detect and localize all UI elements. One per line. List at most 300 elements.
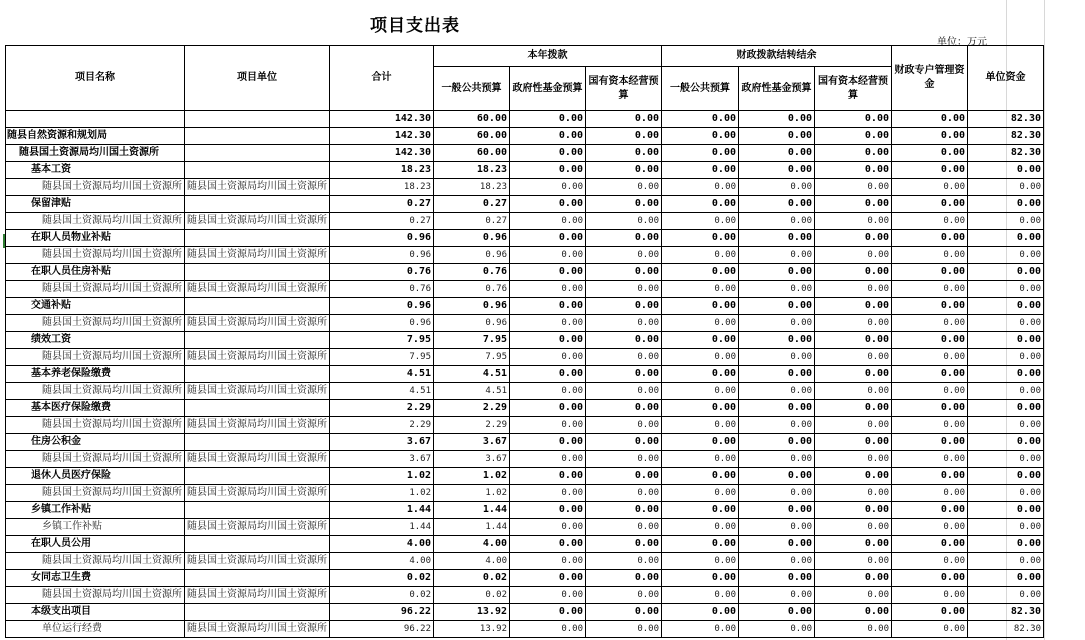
cell-amount[interactable]: 0.00 (586, 383, 662, 400)
cell-amount[interactable]: 0.00 (662, 213, 739, 230)
cell-amount[interactable]: 142.30 (330, 111, 434, 128)
cell-amount[interactable]: 3.67 (330, 434, 434, 451)
cell-amount[interactable]: 0.00 (892, 247, 968, 264)
cell-amount[interactable]: 0.00 (892, 145, 968, 162)
cell-amount[interactable]: 0.00 (815, 553, 892, 570)
cell-amount[interactable]: 0.00 (662, 485, 739, 502)
cell-amount[interactable]: 0.00 (815, 111, 892, 128)
cell-amount[interactable]: 4.00 (434, 553, 510, 570)
category-row[interactable] (6, 264, 1044, 281)
cell-project-name[interactable]: 随县国土资源局均川国土资源所 (6, 179, 185, 196)
cell-amount[interactable]: 0.00 (892, 502, 968, 519)
cell-project-name[interactable]: 绩效工资 (6, 332, 185, 349)
detail-row[interactable] (6, 485, 1044, 502)
cell-project-name[interactable]: 在职人员物业补贴 (6, 230, 185, 247)
cell-amount[interactable]: 0.00 (586, 400, 662, 417)
cell-amount[interactable]: 0.00 (815, 281, 892, 298)
cell-amount[interactable]: 0.00 (739, 383, 815, 400)
cell-amount[interactable]: 0.00 (739, 264, 815, 281)
cell-amount[interactable]: 3.67 (434, 434, 510, 451)
cell-amount[interactable]: 0.02 (330, 570, 434, 587)
cell-amount[interactable]: 0.00 (968, 315, 1044, 332)
cell-amount[interactable]: 3.67 (434, 451, 510, 468)
cell-amount[interactable]: 4.51 (330, 366, 434, 383)
cell-amount[interactable]: 0.00 (892, 451, 968, 468)
cell-amount[interactable]: 0.00 (892, 417, 968, 434)
cell-amount[interactable]: 0.00 (510, 196, 586, 213)
category-row[interactable] (6, 128, 1044, 145)
category-row[interactable] (6, 111, 1044, 128)
cell-amount[interactable]: 0.00 (510, 502, 586, 519)
cell-amount[interactable]: 0.00 (739, 400, 815, 417)
cell-project-name[interactable] (6, 111, 185, 128)
cell-project-name[interactable]: 随县国土资源局均川国土资源所 (6, 349, 185, 366)
cell-amount[interactable]: 0.00 (510, 128, 586, 145)
cell-amount[interactable]: 0.00 (662, 400, 739, 417)
cell-amount[interactable]: 0.00 (815, 145, 892, 162)
cell-amount[interactable]: 0.00 (968, 519, 1044, 536)
cell-amount[interactable]: 0.96 (434, 315, 510, 332)
cell-project-unit[interactable] (185, 434, 330, 451)
category-row[interactable] (6, 332, 1044, 349)
cell-amount[interactable]: 13.92 (434, 604, 510, 621)
cell-amount[interactable]: 0.00 (662, 349, 739, 366)
cell-amount[interactable]: 0.00 (739, 451, 815, 468)
cell-amount[interactable]: 0.00 (968, 366, 1044, 383)
cell-amount[interactable]: 0.00 (510, 145, 586, 162)
cell-amount[interactable]: 1.44 (330, 502, 434, 519)
cell-amount[interactable]: 0.00 (510, 587, 586, 604)
cell-project-name[interactable]: 退休人员医疗保险 (6, 468, 185, 485)
cell-project-name[interactable]: 乡镇工作补贴 (6, 519, 185, 536)
cell-amount[interactable]: 0.00 (739, 332, 815, 349)
cell-project-name[interactable]: 女同志卫生费 (6, 570, 185, 587)
cell-amount[interactable]: 0.00 (739, 434, 815, 451)
cell-amount[interactable]: 1.02 (434, 485, 510, 502)
cell-amount[interactable]: 0.00 (510, 281, 586, 298)
cell-amount[interactable]: 0.00 (739, 111, 815, 128)
cell-amount[interactable]: 0.00 (815, 162, 892, 179)
cell-project-name[interactable]: 随县国土资源局均川国土资源所 (6, 587, 185, 604)
cell-amount[interactable]: 0.00 (739, 519, 815, 536)
cell-amount[interactable]: 1.02 (330, 468, 434, 485)
cell-amount[interactable]: 0.00 (586, 468, 662, 485)
cell-amount[interactable]: 0.00 (968, 332, 1044, 349)
category-row[interactable] (6, 570, 1044, 587)
cell-amount[interactable]: 0.00 (586, 570, 662, 587)
cell-amount[interactable]: 0.00 (586, 349, 662, 366)
cell-amount[interactable]: 0.00 (662, 111, 739, 128)
cell-amount[interactable]: 0.00 (815, 179, 892, 196)
cell-amount[interactable]: 0.96 (434, 298, 510, 315)
cell-amount[interactable]: 0.27 (330, 213, 434, 230)
cell-amount[interactable]: 0.00 (662, 519, 739, 536)
cell-amount[interactable]: 0.00 (892, 366, 968, 383)
cell-amount[interactable]: 2.29 (330, 417, 434, 434)
cell-amount[interactable]: 0.00 (815, 128, 892, 145)
cell-amount[interactable]: 0.00 (892, 162, 968, 179)
cell-amount[interactable]: 0.00 (510, 451, 586, 468)
cell-amount[interactable]: 0.00 (510, 315, 586, 332)
cell-amount[interactable]: 0.00 (510, 213, 586, 230)
cell-amount[interactable]: 0.00 (586, 366, 662, 383)
cell-amount[interactable]: 0.00 (968, 213, 1044, 230)
cell-amount[interactable]: 0.00 (510, 230, 586, 247)
cell-amount[interactable]: 0.00 (815, 570, 892, 587)
cell-amount[interactable]: 0.00 (815, 315, 892, 332)
cell-project-unit[interactable]: 随县国土资源局均川国土资源所 (185, 315, 330, 332)
cell-project-unit[interactable] (185, 298, 330, 315)
cell-project-unit[interactable] (185, 145, 330, 162)
cell-amount[interactable]: 0.00 (892, 213, 968, 230)
cell-amount[interactable]: 0.00 (586, 128, 662, 145)
cell-amount[interactable]: 0.00 (586, 247, 662, 264)
cell-project-unit[interactable]: 随县国土资源局均川国土资源所 (185, 553, 330, 570)
cell-amount[interactable]: 2.29 (330, 400, 434, 417)
cell-amount[interactable]: 0.00 (892, 383, 968, 400)
cell-amount[interactable]: 0.00 (892, 553, 968, 570)
cell-amount[interactable]: 0.00 (892, 434, 968, 451)
cell-amount[interactable]: 0.00 (968, 179, 1044, 196)
cell-project-unit[interactable] (185, 128, 330, 145)
cell-amount[interactable]: 0.00 (586, 604, 662, 621)
category-row[interactable] (6, 434, 1044, 451)
cell-project-unit[interactable] (185, 264, 330, 281)
cell-amount[interactable]: 0.00 (662, 434, 739, 451)
cell-amount[interactable]: 0.00 (586, 332, 662, 349)
cell-project-name[interactable]: 随县国土资源局均川国土资源所 (6, 145, 185, 162)
cell-amount[interactable]: 0.00 (739, 230, 815, 247)
detail-row[interactable] (6, 417, 1044, 434)
cell-amount[interactable]: 0.00 (662, 247, 739, 264)
cell-amount[interactable]: 0.00 (815, 434, 892, 451)
cell-amount[interactable]: 0.96 (434, 230, 510, 247)
detail-row[interactable] (6, 247, 1044, 264)
cell-amount[interactable]: 0.00 (510, 417, 586, 434)
cell-project-unit[interactable] (185, 536, 330, 553)
cell-amount[interactable]: 0.00 (815, 604, 892, 621)
cell-amount[interactable]: 4.51 (330, 383, 434, 400)
cell-amount[interactable]: 0.00 (510, 468, 586, 485)
cell-amount[interactable]: 82.30 (968, 604, 1044, 621)
cell-project-unit[interactable]: 随县国土资源局均川国土资源所 (185, 451, 330, 468)
cell-amount[interactable]: 0.00 (968, 247, 1044, 264)
cell-project-name[interactable]: 随县自然资源和规划局 (6, 128, 185, 145)
cell-amount[interactable]: 0.00 (739, 162, 815, 179)
cell-amount[interactable]: 0.00 (892, 298, 968, 315)
cell-amount[interactable]: 0.00 (586, 298, 662, 315)
cell-amount[interactable]: 0.76 (330, 281, 434, 298)
cell-amount[interactable]: 0.00 (739, 179, 815, 196)
cell-amount[interactable]: 0.00 (739, 145, 815, 162)
cell-amount[interactable]: 0.00 (586, 230, 662, 247)
cell-amount[interactable]: 0.00 (510, 247, 586, 264)
cell-project-name[interactable]: 乡镇工作补贴 (6, 502, 185, 519)
cell-amount[interactable]: 0.00 (662, 264, 739, 281)
cell-amount[interactable]: 0.00 (739, 247, 815, 264)
category-row[interactable] (6, 468, 1044, 485)
cell-amount[interactable]: 4.51 (434, 383, 510, 400)
cell-amount[interactable]: 0.00 (815, 400, 892, 417)
cell-amount[interactable]: 13.92 (434, 621, 510, 638)
cell-amount[interactable]: 0.00 (968, 587, 1044, 604)
cell-amount[interactable]: 0.00 (815, 519, 892, 536)
cell-amount[interactable]: 0.00 (968, 349, 1044, 366)
category-row[interactable] (6, 162, 1044, 179)
cell-amount[interactable]: 0.00 (892, 349, 968, 366)
cell-amount[interactable]: 60.00 (434, 111, 510, 128)
detail-row[interactable] (6, 621, 1044, 638)
cell-project-name[interactable]: 随县国土资源局均川国土资源所 (6, 553, 185, 570)
cell-amount[interactable]: 0.00 (815, 587, 892, 604)
cell-amount[interactable]: 0.00 (968, 434, 1044, 451)
cell-amount[interactable]: 0.00 (586, 281, 662, 298)
cell-amount[interactable]: 0.00 (510, 570, 586, 587)
cell-amount[interactable]: 0.00 (510, 366, 586, 383)
cell-project-name[interactable]: 随县国土资源局均川国土资源所 (6, 451, 185, 468)
cell-amount[interactable]: 0.00 (662, 315, 739, 332)
cell-amount[interactable]: 0.00 (510, 519, 586, 536)
cell-amount[interactable]: 0.00 (586, 196, 662, 213)
cell-project-unit[interactable]: 随县国土资源局均川国土资源所 (185, 621, 330, 638)
cell-amount[interactable]: 0.00 (815, 366, 892, 383)
cell-amount[interactable]: 1.44 (330, 519, 434, 536)
cell-amount[interactable]: 0.00 (968, 417, 1044, 434)
cell-amount[interactable]: 0.00 (662, 145, 739, 162)
category-row[interactable] (6, 230, 1044, 247)
cell-project-unit[interactable] (185, 468, 330, 485)
cell-amount[interactable]: 0.00 (892, 536, 968, 553)
cell-amount[interactable]: 4.00 (434, 536, 510, 553)
cell-amount[interactable]: 0.00 (586, 315, 662, 332)
category-row[interactable] (6, 196, 1044, 213)
cell-amount[interactable]: 0.00 (815, 264, 892, 281)
cell-amount[interactable]: 0.76 (434, 264, 510, 281)
cell-amount[interactable]: 0.00 (586, 553, 662, 570)
category-row[interactable] (6, 604, 1044, 621)
cell-amount[interactable]: 7.95 (330, 349, 434, 366)
cell-project-name[interactable]: 在职人员公用 (6, 536, 185, 553)
cell-amount[interactable]: 0.00 (662, 468, 739, 485)
cell-amount[interactable]: 0.00 (815, 468, 892, 485)
cell-amount[interactable]: 0.00 (892, 196, 968, 213)
cell-project-name[interactable]: 随县国土资源局均川国土资源所 (6, 485, 185, 502)
cell-amount[interactable]: 82.30 (968, 128, 1044, 145)
cell-amount[interactable]: 0.00 (815, 332, 892, 349)
cell-amount[interactable]: 0.00 (815, 247, 892, 264)
cell-amount[interactable]: 0.00 (510, 162, 586, 179)
cell-amount[interactable]: 0.00 (662, 604, 739, 621)
cell-project-name[interactable]: 随县国土资源局均川国土资源所 (6, 213, 185, 230)
cell-amount[interactable]: 0.00 (586, 111, 662, 128)
cell-amount[interactable]: 0.00 (739, 417, 815, 434)
cell-amount[interactable]: 0.96 (330, 315, 434, 332)
cell-amount[interactable]: 0.00 (968, 451, 1044, 468)
cell-project-unit[interactable]: 随县国土资源局均川国土资源所 (185, 485, 330, 502)
cell-project-name[interactable]: 保留津贴 (6, 196, 185, 213)
cell-amount[interactable]: 0.00 (510, 383, 586, 400)
cell-project-name[interactable]: 本级支出项目 (6, 604, 185, 621)
cell-amount[interactable]: 0.00 (662, 570, 739, 587)
cell-amount[interactable]: 0.96 (330, 230, 434, 247)
category-row[interactable] (6, 298, 1044, 315)
cell-amount[interactable]: 0.76 (434, 281, 510, 298)
cell-amount[interactable]: 0.00 (968, 196, 1044, 213)
cell-amount[interactable]: 1.44 (434, 519, 510, 536)
cell-amount[interactable]: 0.00 (510, 349, 586, 366)
cell-amount[interactable]: 0.00 (586, 417, 662, 434)
cell-amount[interactable]: 0.00 (739, 502, 815, 519)
category-row[interactable] (6, 366, 1044, 383)
cell-amount[interactable]: 0.00 (510, 604, 586, 621)
cell-amount[interactable]: 0.00 (739, 213, 815, 230)
cell-amount[interactable]: 0.00 (586, 434, 662, 451)
cell-amount[interactable]: 0.00 (662, 383, 739, 400)
cell-amount[interactable]: 0.00 (510, 485, 586, 502)
cell-amount[interactable]: 0.00 (662, 587, 739, 604)
cell-amount[interactable]: 0.00 (586, 451, 662, 468)
cell-amount[interactable]: 0.00 (968, 485, 1044, 502)
cell-amount[interactable]: 0.00 (739, 536, 815, 553)
cell-amount[interactable]: 0.00 (662, 196, 739, 213)
cell-amount[interactable]: 0.00 (586, 536, 662, 553)
cell-amount[interactable]: 0.00 (892, 468, 968, 485)
cell-project-unit[interactable]: 随县国土资源局均川国土资源所 (185, 349, 330, 366)
cell-amount[interactable]: 0.27 (330, 196, 434, 213)
cell-amount[interactable]: 0.00 (662, 366, 739, 383)
cell-amount[interactable]: 0.00 (892, 400, 968, 417)
detail-row[interactable] (6, 213, 1044, 230)
cell-amount[interactable]: 0.02 (434, 570, 510, 587)
cell-project-unit[interactable]: 随县国土资源局均川国土资源所 (185, 247, 330, 264)
cell-amount[interactable]: 0.00 (662, 179, 739, 196)
cell-amount[interactable]: 0.00 (815, 621, 892, 638)
category-row[interactable] (6, 536, 1044, 553)
cell-project-name[interactable]: 在职人员住房补贴 (6, 264, 185, 281)
cell-amount[interactable]: 0.00 (968, 162, 1044, 179)
cell-amount[interactable]: 0.00 (815, 485, 892, 502)
cell-project-unit[interactable]: 随县国土资源局均川国土资源所 (185, 281, 330, 298)
detail-row[interactable] (6, 553, 1044, 570)
cell-amount[interactable]: 0.00 (815, 536, 892, 553)
cell-amount[interactable]: 0.02 (330, 587, 434, 604)
cell-amount[interactable]: 0.00 (510, 264, 586, 281)
cell-amount[interactable]: 0.76 (330, 264, 434, 281)
cell-project-unit[interactable] (185, 230, 330, 247)
cell-amount[interactable]: 0.00 (662, 298, 739, 315)
cell-amount[interactable]: 0.00 (968, 536, 1044, 553)
cell-project-unit[interactable] (185, 332, 330, 349)
cell-amount[interactable]: 0.00 (968, 400, 1044, 417)
cell-amount[interactable]: 0.00 (510, 298, 586, 315)
cell-amount[interactable]: 18.23 (434, 179, 510, 196)
cell-amount[interactable]: 0.00 (892, 621, 968, 638)
cell-amount[interactable]: 0.00 (968, 281, 1044, 298)
cell-amount[interactable]: 1.02 (330, 485, 434, 502)
cell-amount[interactable]: 0.00 (968, 553, 1044, 570)
cell-amount[interactable]: 0.00 (968, 468, 1044, 485)
cell-amount[interactable]: 96.22 (330, 604, 434, 621)
cell-amount[interactable]: 4.00 (330, 536, 434, 553)
cell-amount[interactable]: 0.00 (662, 417, 739, 434)
cell-amount[interactable]: 0.00 (662, 230, 739, 247)
category-row[interactable] (6, 400, 1044, 417)
cell-amount[interactable]: 0.00 (968, 264, 1044, 281)
cell-amount[interactable]: 96.22 (330, 621, 434, 638)
cell-project-name[interactable]: 随县国土资源局均川国土资源所 (6, 281, 185, 298)
cell-amount[interactable]: 4.00 (330, 553, 434, 570)
cell-amount[interactable]: 0.00 (586, 179, 662, 196)
cell-amount[interactable]: 0.00 (662, 281, 739, 298)
cell-amount[interactable]: 2.29 (434, 400, 510, 417)
cell-project-name[interactable]: 随县国土资源局均川国土资源所 (6, 383, 185, 400)
detail-row[interactable] (6, 315, 1044, 332)
cell-amount[interactable]: 0.00 (739, 468, 815, 485)
cell-project-unit[interactable] (185, 502, 330, 519)
detail-row[interactable] (6, 451, 1044, 468)
cell-amount[interactable]: 0.00 (815, 298, 892, 315)
cell-amount[interactable]: 0.00 (739, 604, 815, 621)
cell-project-name[interactable]: 随县国土资源局均川国土资源所 (6, 417, 185, 434)
cell-amount[interactable]: 0.00 (662, 332, 739, 349)
cell-amount[interactable]: 0.00 (739, 128, 815, 145)
cell-amount[interactable]: 0.00 (662, 553, 739, 570)
cell-amount[interactable]: 0.00 (892, 485, 968, 502)
cell-amount[interactable]: 0.00 (815, 196, 892, 213)
category-row[interactable] (6, 502, 1044, 519)
cell-project-unit[interactable]: 随县国土资源局均川国土资源所 (185, 179, 330, 196)
cell-amount[interactable]: 7.95 (434, 332, 510, 349)
cell-amount[interactable]: 0.00 (892, 570, 968, 587)
cell-amount[interactable]: 0.00 (892, 230, 968, 247)
cell-amount[interactable]: 0.00 (586, 213, 662, 230)
cell-amount[interactable]: 0.00 (662, 128, 739, 145)
cell-amount[interactable]: 0.00 (510, 621, 586, 638)
detail-row[interactable] (6, 281, 1044, 298)
cell-amount[interactable]: 0.00 (968, 230, 1044, 247)
cell-amount[interactable]: 18.23 (330, 179, 434, 196)
cell-amount[interactable]: 0.00 (892, 111, 968, 128)
cell-amount[interactable]: 0.00 (510, 553, 586, 570)
cell-amount[interactable]: 0.00 (968, 383, 1044, 400)
cell-amount[interactable]: 0.00 (739, 366, 815, 383)
cell-amount[interactable]: 0.00 (739, 553, 815, 570)
detail-row[interactable] (6, 519, 1044, 536)
cell-project-unit[interactable]: 随县国土资源局均川国土资源所 (185, 519, 330, 536)
cell-amount[interactable]: 0.00 (662, 451, 739, 468)
cell-project-name[interactable]: 单位运行经费 (6, 621, 185, 638)
cell-amount[interactable]: 0.00 (815, 230, 892, 247)
cell-amount[interactable]: 0.27 (434, 213, 510, 230)
cell-amount[interactable]: 0.00 (892, 587, 968, 604)
cell-amount[interactable]: 1.02 (434, 468, 510, 485)
cell-amount[interactable]: 0.00 (739, 570, 815, 587)
cell-project-name[interactable]: 基本医疗保险缴费 (6, 400, 185, 417)
cell-project-name[interactable]: 基本养老保险缴费 (6, 366, 185, 383)
cell-amount[interactable]: 0.00 (739, 349, 815, 366)
detail-row[interactable] (6, 179, 1044, 196)
cell-amount[interactable]: 0.00 (892, 281, 968, 298)
cell-amount[interactable]: 18.23 (330, 162, 434, 179)
cell-amount[interactable]: 0.00 (586, 519, 662, 536)
cell-project-unit[interactable] (185, 400, 330, 417)
cell-amount[interactable]: 0.00 (739, 587, 815, 604)
cell-amount[interactable]: 0.00 (662, 162, 739, 179)
cell-project-unit[interactable] (185, 111, 330, 128)
cell-amount[interactable]: 0.00 (510, 536, 586, 553)
cell-amount[interactable]: 0.27 (434, 196, 510, 213)
cell-amount[interactable]: 1.44 (434, 502, 510, 519)
